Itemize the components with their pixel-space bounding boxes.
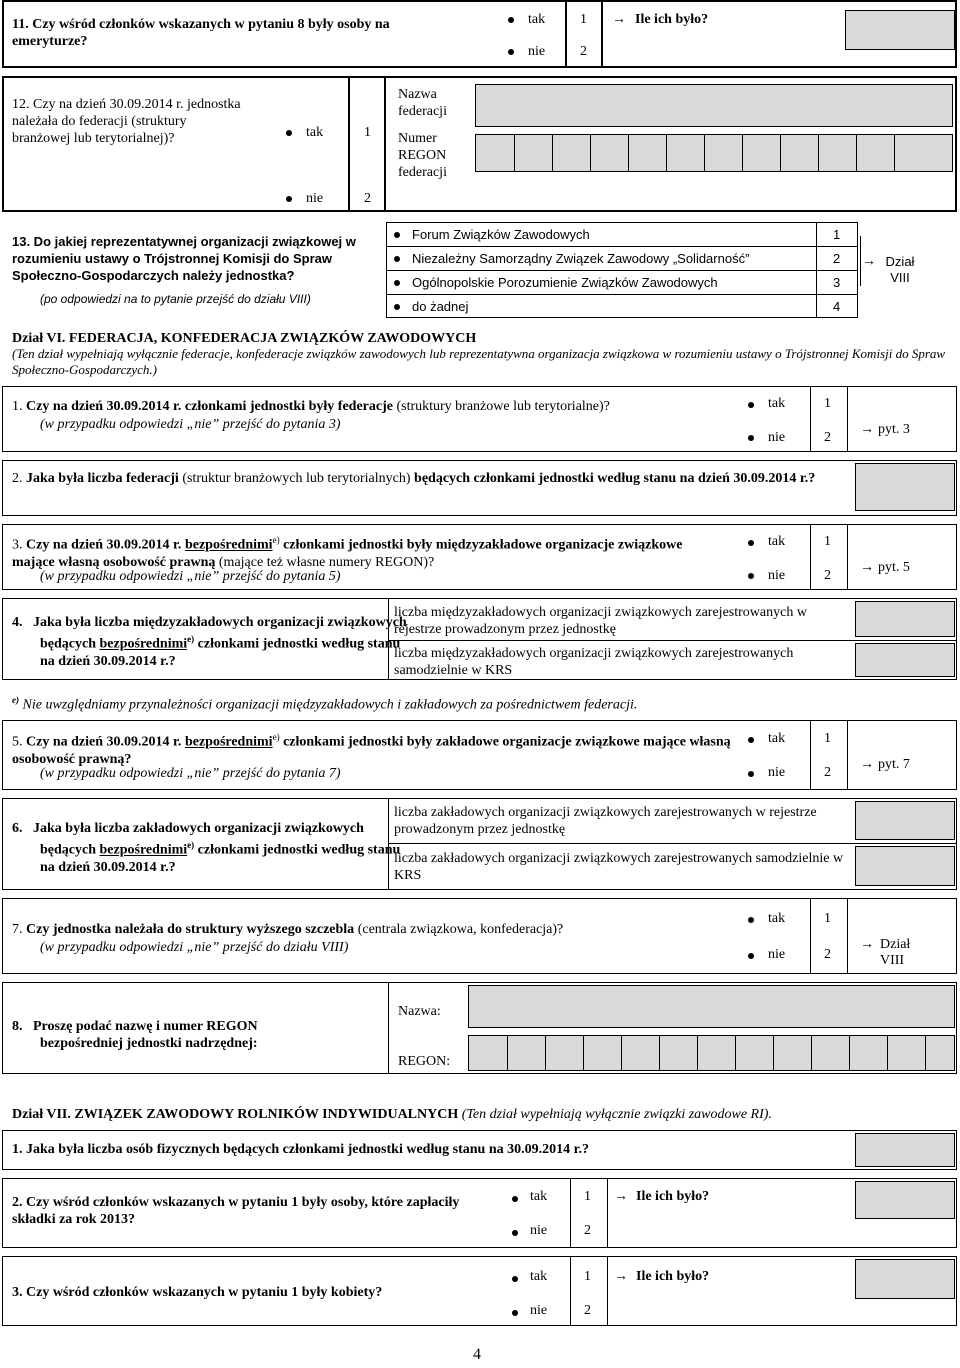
s6q8-regon-input[interactable]	[468, 1035, 955, 1071]
q13-note: (po odpowiedzi na to pytanie przejść do działu VIII)	[40, 292, 311, 306]
s7q3-yes-label: tak	[530, 1269, 548, 1284]
q13-goto: Dział VIII	[885, 254, 915, 285]
s6q3-label: 3. Czy na dzień 30.09.2014 r. bezpośrednimi$^{e)}$ członkami jednostki były międzyzakładowe organizacje związkowe mające własną osobowość prawną (mające też własne numery REGON)?	[12, 535, 683, 570]
s7q3-count-input[interactable]	[855, 1259, 955, 1299]
q12-label: 12. Czy na dzień 30.09.2014 r. jednostka należała do federacji (struktury branżowej lub terytorialnej)?	[12, 97, 241, 146]
section7-title: Dział VII. ZWIĄZEK ZAWODOWY ROLNIKÓW INDYWIDUALNYCH (Ten dział wypełniają wyłącznie związki zawodowe RI).	[12, 1107, 772, 1122]
s6q1-label: 1. Czy na dzień 30.09.2014 r. członkami jednostki były federacje (struktury branżowe lub terytorialne)?	[12, 399, 610, 414]
s6q5-note: (w przypadku odpowiedzi „nie” przejść do pytania 7)	[40, 766, 341, 781]
q13-option-3-code: 3	[833, 275, 841, 290]
s7q2-arrow-icon: →	[614, 1189, 628, 1204]
q11-yes-bullet	[508, 17, 514, 23]
s6q3-note: (w przypadku odpowiedzi „nie” przejść do pytania 5)	[40, 569, 341, 584]
s6q6-row1-label: liczba zakładowych organizacji związkowych zarejestrowanych w rejestrze prowadzonym przez jednostkę	[394, 805, 817, 837]
q12-no-label: nie	[306, 191, 324, 206]
s6q3-yes-bullet	[748, 540, 754, 546]
q11-arrow-icon: →	[612, 12, 626, 27]
q11-no-label: nie	[528, 44, 546, 59]
q11-yes-code: 1	[580, 12, 587, 27]
s6q1-no-code: 2	[824, 430, 831, 445]
s6q6-row2-label: liczba zakładowych organizacji związkowych zarejestrowanych samodzielnie w KRS	[394, 851, 844, 883]
s6q7-yes-bullet	[748, 917, 754, 923]
s7q1-label: 1. Jaka była liczba osób fizycznych będących członkami jednostki według stanu na 30.09.2014 r.?	[12, 1142, 590, 1157]
q13-option-3-bullet	[394, 280, 400, 286]
s6q8-label: 8. Proszę podać nazwę i numer REGON bezpośredniej jednostki nadrzędnej:	[12, 1019, 258, 1051]
q12-yes-code: 1	[364, 125, 371, 140]
s6q8-name-label: Nazwa:	[398, 1004, 441, 1019]
q11-no-bullet	[508, 49, 514, 55]
s6q3-no-label: nie	[768, 568, 786, 583]
s6q5-no-label: nie	[768, 765, 786, 780]
q13-label: 13. Do jakiej reprezentatywnej organizacji związkowej w rozumieniu ustawy o Trójstronnej Komisji do Spraw Społeczno-Gospodarczych należy jednostka?	[12, 234, 356, 283]
s6q1-arrow-icon: →	[860, 422, 874, 437]
q13-option-4-bullet	[394, 304, 400, 310]
s6q3-yes-code: 1	[824, 534, 831, 549]
s6q3-no-code: 2	[824, 568, 831, 583]
s6q6-label: 6. Jaka była liczba zakładowych organizacji związkowych będących bezpośrednimi$^{e)}$ członkami jednostki według stanu na dzień 30.09.2014 r.?	[12, 821, 401, 875]
s6q8-name-input[interactable]	[468, 985, 955, 1028]
s7q3-yes-code: 1	[584, 1269, 591, 1284]
q12-name-label: Nazwa federacji	[398, 87, 447, 119]
page-number: 4	[473, 1346, 481, 1363]
s6q7-no-bullet	[748, 953, 754, 959]
s6q5-no-bullet	[748, 771, 754, 777]
s6q2-label: 2. Jaka była liczba federacji (struktur branżowych lub terytorialnych) będących członkami jednostki według stanu na dzień 30.09.2014 r.?	[12, 471, 816, 486]
q13-option-3-label: Ogólnopolskie Porozumienie Związków Zawodowych	[412, 275, 718, 290]
q12-regon-input[interactable]	[475, 134, 953, 172]
q11-no-code: 2	[580, 44, 587, 59]
s7q3-followup: Ile ich było?	[636, 1269, 710, 1284]
s7q2-label: 2. Czy wśród członków wskazanych w pytaniu 1 były osoby, które zapłaciły składki za rok 2013?	[12, 1195, 460, 1227]
q12-federation-name-input[interactable]	[475, 84, 953, 127]
s6q1-note: (w przypadku odpowiedzi „nie” przejść do pytania 3)	[40, 417, 341, 432]
s6q5-yes-code: 1	[824, 731, 831, 746]
s6q2-frame	[2, 460, 957, 516]
s6q1-yes-bullet	[748, 402, 754, 408]
s6q5-arrow-icon: →	[860, 757, 874, 772]
s6q5-label: 5. Czy na dzień 30.09.2014 r. bezpośrednimi$^{e)}$ członkami jednostki były zakładowe organizacje związkowe mające własną osobowość prawną?	[12, 732, 731, 767]
s7q2-count-input[interactable]	[855, 1181, 955, 1219]
s6q4-label: 4. Jaka była liczba międzyzakładowych organizacji związkowych będących bezpośrednimi$^{e)}$ członkami jednostki według stanu na dzień 30.09.2014 r.?	[12, 615, 407, 669]
s6q2-count-input[interactable]	[855, 463, 955, 511]
q13-option-4-code: 4	[833, 299, 841, 314]
s7q2-yes-label: tak	[530, 1189, 548, 1204]
q13-option-4-label: do żadnej	[412, 299, 469, 314]
s7q2-yes-bullet	[512, 1196, 518, 1202]
s6q4-row1-input[interactable]	[855, 601, 955, 637]
s7q3-label: 3. Czy wśród członków wskazanych w pytaniu 1 były kobiety?	[12, 1285, 383, 1300]
q13-option-2-code: 2	[833, 251, 841, 266]
s6q3-yes-label: tak	[768, 534, 786, 549]
q11-count-input[interactable]	[845, 10, 955, 50]
q13-option-2-bullet	[394, 256, 400, 262]
q11-followup: Ile ich było?	[635, 12, 709, 27]
q13-option-1-label: Forum Związków Zawodowych	[412, 227, 590, 242]
s6q7-arrow-icon: →	[860, 937, 874, 952]
s6q6-row2-input[interactable]	[855, 846, 955, 886]
s6q5-yes-label: tak	[768, 731, 786, 746]
s6q7-goto: Dział VIII	[880, 937, 911, 968]
s6q1-no-label: nie	[768, 430, 786, 445]
s7q1-count-input[interactable]	[855, 1133, 955, 1167]
q13-arrow-icon: →	[862, 254, 876, 269]
s7q2-followup: Ile ich było?	[636, 1189, 710, 1204]
s6q7-note: (w przypadku odpowiedzi „nie” przejść do działu VIII)	[40, 940, 349, 955]
s6q5-yes-bullet	[748, 737, 754, 743]
q11-label: 11. Czy wśród członków wskazanych w pytaniu 8 były osoby na emeryturze?	[12, 17, 390, 49]
q13-option-1-code: 1	[833, 227, 841, 242]
s7q3-no-label: nie	[530, 1303, 548, 1318]
q12-yes-label: tak	[306, 125, 324, 140]
s6q7-no-label: nie	[768, 947, 786, 962]
s7q2-yes-code: 1	[584, 1189, 591, 1204]
q12-regon-label: Numer REGON federacji	[398, 131, 447, 180]
s6q1-yes-code: 1	[824, 396, 831, 411]
s6q1-goto: pyt. 3	[878, 422, 910, 437]
s6q3-goto: pyt. 5	[878, 560, 910, 575]
s6q1-yes-label: tak	[768, 396, 786, 411]
s7q2-no-code: 2	[584, 1223, 591, 1238]
s7q3-yes-bullet	[512, 1276, 518, 1282]
s6q7-yes-label: tak	[768, 911, 786, 926]
q12-no-bullet	[286, 196, 292, 202]
s6q5-no-code: 2	[824, 765, 831, 780]
q11-yes-label: tak	[528, 12, 546, 27]
s7q3-arrow-icon: →	[614, 1269, 628, 1284]
q13-option-1-bullet	[394, 232, 400, 238]
q12-yes-bullet	[286, 130, 292, 136]
s6q6-row1-input[interactable]	[855, 801, 955, 840]
s6q5-goto: pyt. 7	[878, 757, 910, 772]
q13-option-2-label: Niezależny Samorządny Związek Zawodowy „Solidarność”	[412, 251, 750, 266]
s6q4-row2-input[interactable]	[855, 643, 955, 677]
s6q3-arrow-icon: →	[860, 560, 874, 575]
s6q3-no-bullet	[748, 573, 754, 579]
s7q3-no-bullet	[512, 1310, 518, 1316]
s6q4-row2-label: liczba międzyzakładowych organizacji związkowych zarejestrowanych samodzielnie w KRS	[394, 646, 794, 678]
s6q8-regon-label: REGON:	[398, 1054, 451, 1069]
footnote: $^{e)}$ Nie uwzględniamy przynależności organizacji międzyzakładowych i zakładowych za pośrednictwem federacji.	[12, 695, 638, 713]
q13-bracket	[856, 236, 861, 286]
s7q2-no-label: nie	[530, 1223, 548, 1238]
s7q2-no-bullet	[512, 1230, 518, 1236]
s6q1-no-bullet	[748, 435, 754, 441]
s6q4-row1-label: liczba międzyzakładowych organizacji związkowych zarejestrowanych w rejestrze prowadzonym przez jednostkę	[394, 605, 807, 637]
s6q7-no-code: 2	[824, 947, 831, 962]
s6q7-yes-code: 1	[824, 911, 831, 926]
q12-no-code: 2	[364, 191, 371, 206]
section6-intro: (Ten dział wypełniają wyłącznie federacje, konfederacje związków zawodowych lub reprezentatywna organizacja związkowa w rozumieniu ustawy o Trójstronnej Komisji do Spraw Społeczno-Gospodarczych.)	[12, 346, 946, 377]
s6q7-label: 7. Czy jednostka należała do struktury wyższego szczebla (centrala związkowa, konfederacja)?	[12, 922, 564, 937]
section6-title: Dział VI. FEDERACJA, KONFEDERACJA ZWIĄZKÓW ZAWODOWYCH	[12, 331, 477, 346]
s7q3-no-code: 2	[584, 1303, 591, 1318]
